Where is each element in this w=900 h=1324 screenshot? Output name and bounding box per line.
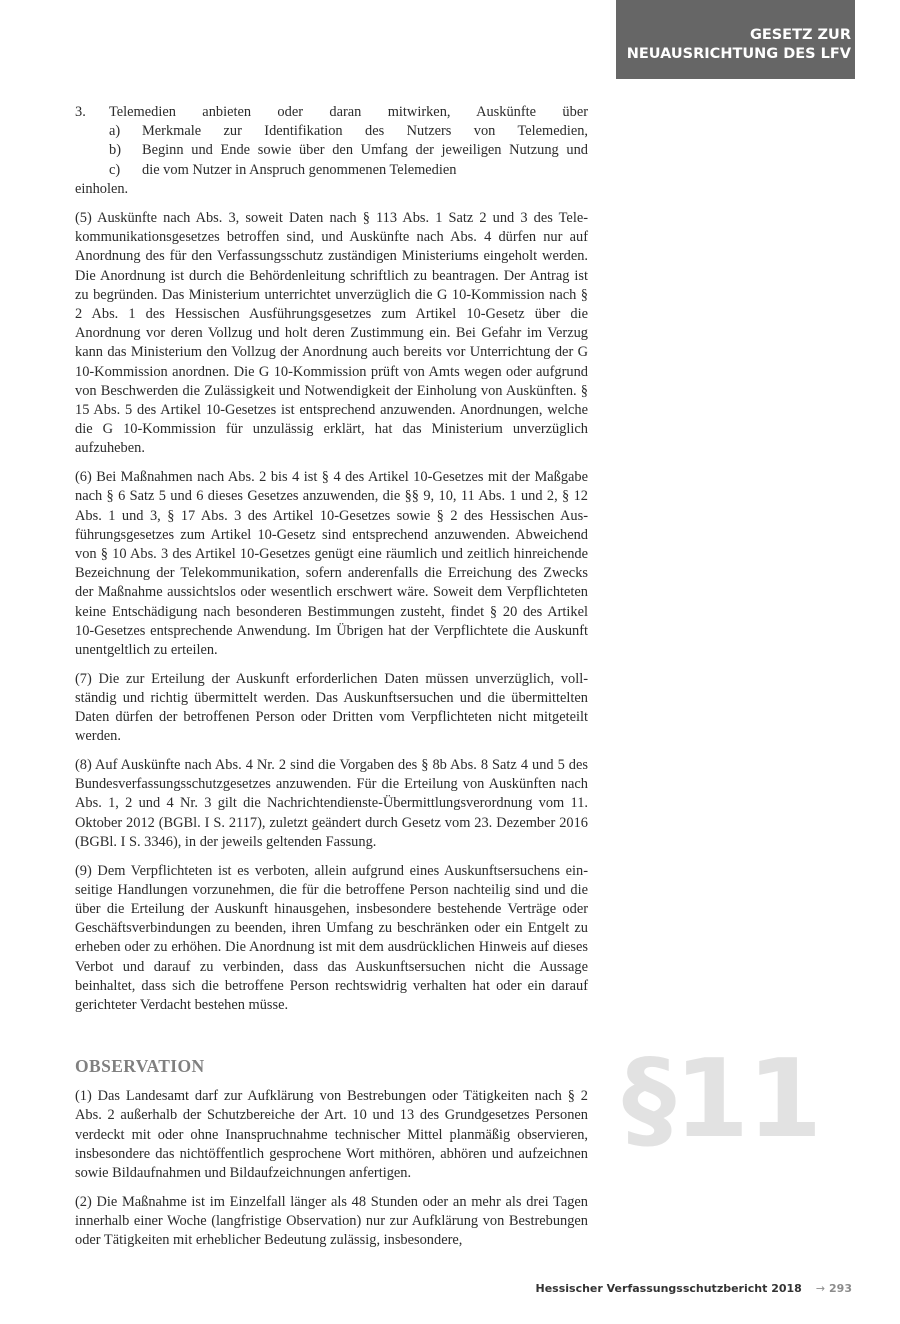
footer-publication-title: Hessischer Verfassungsschutzbericht 2018 [535, 1282, 802, 1295]
running-header-line-1: GESETZ ZUR [749, 27, 851, 43]
sub-list-text: Merkmale zur Identifikation des Nutzers von Telemedien, [142, 123, 588, 140]
section-paragraph-1: (1) Das Landesamt darf zur Aufklärung von Bestrebungen oder Tätigkeiten nach § 2 Abs. 2 außerhalb der Schutzbereiche der Art. 10 und 13 des Grundgesetzes Personen verdeckt mit oder ohne Inanspruchnahme technischer Mittel planmäßig observieren, insbesondere das nichtöffentlich gesprochene Wort mithören, abhören und aufzeichnen sowie Bildaufnahmen und Bildaufzeichnungen anfertigen. [75, 1088, 588, 1181]
arrow-right-icon: → [815, 1282, 826, 1295]
sub-list-item [75, 141, 588, 160]
paragraph-6: (6) Bei Maßnahmen nach Abs. 2 bis 4 ist § 4 des Artikel 10-Gesetzes mit der Maßgabe nach § 6 Satz 5 und 6 dieses Gesetzes anzuwenden, die §§ 9, 10, 11 Abs. 1 und 2, § 12 Abs. 1 und 3, § 17 Abs. 3 des Artikel 10-Gesetzes sowie § 2 des Hessischen Ausführungsgesetzes zum Artikel 10-Gesetz sind entsprechend anzuwenden. Abweichend von § 10 Abs. 3 des Artikel 10-Gesetzes genügt eine räumlich und zeitlich hinreichende Bezeichnung der Telekommunikation, sofern anderenfalls die Erreichung des Zwecks der Maßnahme aussichtslos oder wesentlich erschwert wäre. Soweit dem Verpflichteten keine Entschädigung nach besonderen Bestimmungen zusteht, findet § 20 des Artikel 10-Gesetzes entsprechende Anwendung. Im Übrigen hat der Verpflichtete die Auskunft unentgeltlich zu erteilen. [75, 469, 588, 658]
section-paragraph-2: (2) Die Maßnahme ist im Einzelfall länger als 48 Stunden oder an mehr als drei Tagen innerhalb einer Woche (langfristige Observation) nur zur Aufklärung von Bestrebungen oder Tätigkeiten mit erheblicher Bedeutung zulässig, insbesondere, [75, 1193, 588, 1249]
sub-list-text: Beginn und Ende sowie über den Umfang der jeweiligen Nutzung und [142, 142, 588, 159]
paragraph-7: (7) Die zur Erteilung der Auskunft erforderlichen Daten müssen unverzüglich, vollständig und richtig übermittelt werden. Das Auskunftsersuchen und die übermittelten Daten dürfen der betroffenen Person oder Dritten vom Verpflichteten nicht mitgeteilt werden. [75, 670, 588, 745]
running-header [616, 0, 855, 79]
paragraph-9: (9) Dem Verpflichteten ist es verboten, allein aufgrund eines Auskunftsersuchens einseitige Handlungen vorzunehmen, die für die betroffene Person nachteilig sind und die über die Erteilung der Auskunft hinausgehen, insbesondere bestehende Verträge oder Geschäftsverbindungen zu beenden, ihren Umfang zu beschränken oder ein Entgelt zu erheben oder zu erhöhen. Die Anordnung ist mit dem ausdrücklichen Hinweis auf dieses Verbot und darauf zu verbinden, dass das Auskunftsersuchen nicht die Aussage beinhaltet, dass sich die betroffene Person rechtswidrig verhalten hat oder ein darauf gerichteter Verdacht bestehen müsse. [75, 862, 588, 1013]
list-text: Telemedien anbieten oder daran mitwirken, Auskünfte über [109, 104, 588, 120]
sub-list-item [75, 122, 588, 141]
paragraph-8: (8) Auf Auskünfte nach Abs. 4 Nr. 2 sind die Vorgaben des § 8b Abs. 8 Satz 4 und 5 des Bundesverfassungsschutzgesetzes anzuwenden. Für die Erteilung von Auskünften nach Abs. 1, 2 und 4 Nr. 3 gilt die Nachrichtendienste-Übermittlungsverordnung vom 11. Oktober 2012 (BGBl. I S. 2117), zuletzt geändert durch Gesetz vom 23. Dezember 2016 (BGBl. I S. 3346), in der jeweils geltenden Fassung. [75, 757, 588, 850]
sub-list-text: die vom Nutzer in Anspruch genommenen Telemedien [142, 161, 457, 178]
main-content [75, 103, 588, 1260]
numbered-list-item [75, 103, 588, 199]
list-number: 3. [75, 104, 86, 120]
section-heading: OBSERVATION [75, 1056, 205, 1077]
sub-list-label: b) [109, 142, 121, 159]
sub-list-item [75, 161, 588, 180]
sub-list-label: a) [109, 123, 121, 140]
list-closing-text: einholen. [75, 180, 129, 197]
paragraph-5: (5) Auskünfte nach Abs. 3, soweit Daten nach § 113 Abs. 1 Satz 2 und 3 des Telekommunikationsgesetzes betroffen sind, und Auskünfte nach Abs. 4 dürfen nur auf Anordnung des für den Verfassungsschutz zuständigen Ministeriums eingeholt werden. Die Anordnung ist durch die Behördenleitung schriftlich zu beantragen. Der Antrag ist zu begründen. Das Ministerium unterrichtet unverzüglich die G 10-Kommission nach § 2 Abs. 1 des Hessischen Ausführungsgesetzes zum Artikel 10-Gesetz über die Anordnung vor deren Vollzug und holt deren Zustimmung ein. Bei Gefahr im Verzug kann das Ministerium den Vollzug der Anordnung auch bereits vor Unterrichtung der G 10-Kommission anordnen. Die G 10-Kommission prüft von Amts wegen oder aufgrund von Beschwerden die Zulässigkeit und Notwendigkeit der Einholung von Auskünften. § 15 Abs. 5 des Artikel 10-Gesetzes ist entsprechend anzuwenden. Anordnungen, welche die G 10-Kommission für unzulässig erklärt, hat das Ministerium unverzüglich aufzuheben. [75, 210, 588, 457]
page-number: 293 [829, 1282, 852, 1295]
running-header-line-2: NEUAUSRICHTUNG DES LFV [626, 45, 851, 62]
section-number-marker: §11 [622, 1037, 821, 1162]
page-footer [420, 1282, 852, 1296]
sub-list-label: c) [109, 161, 121, 178]
